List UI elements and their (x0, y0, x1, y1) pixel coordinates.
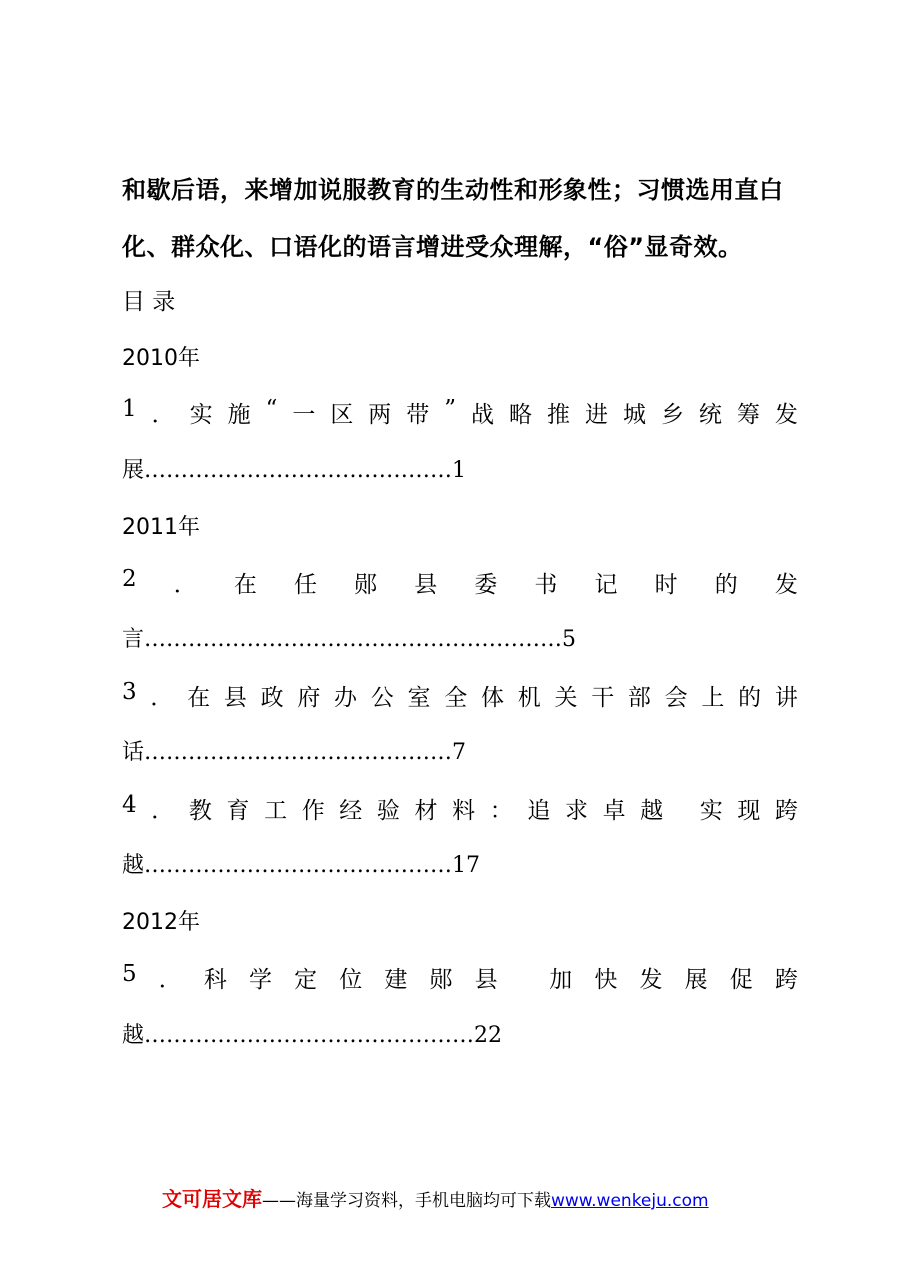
toc-entry-char: 发 (774, 572, 798, 598)
toc-entry-char: 跨 (774, 798, 798, 824)
toc-entry-char: 筹 (736, 402, 760, 428)
footer-slogan: ——海量学习资料，手机电脑均可下载 (262, 1191, 551, 1211)
toc-entry-char: 室 (407, 685, 431, 711)
toc-entry-char: 卓 (602, 798, 626, 824)
toc-entry-char: ． (151, 798, 175, 824)
toc-entry-char: 发 (639, 967, 663, 993)
toc-entry-char: 体 (480, 685, 504, 711)
toc-entry-5-title (122, 961, 798, 994)
toc-entry-char: 机 (517, 685, 541, 711)
toc-entry-char: 区 (330, 402, 354, 428)
toc-entry-char: ” (444, 396, 457, 422)
toc-entry-char: 育 (226, 798, 250, 824)
toc-entry-char: 政 (260, 685, 284, 711)
body-text-line-1: 和歇后语，来增加说服教育的生动性和形象性；习惯选用直白 (122, 176, 784, 204)
toc-entry-char: 定 (294, 967, 318, 993)
toc-entry-char: 郧 (429, 967, 453, 993)
toc-entry-char: 教 (188, 798, 212, 824)
toc-year-2011: 2011年 (122, 515, 200, 540)
toc-entry-char: 郧 (354, 572, 378, 598)
toc-entry-char: 4 (122, 792, 137, 818)
toc-entry-char: 记 (594, 572, 618, 598)
toc-entry-char: 两 (368, 402, 392, 428)
toc-entry-4-title (122, 792, 798, 825)
toc-entry-char: 3 (122, 679, 137, 705)
toc-entry-char: 公 (370, 685, 394, 711)
toc-entry-char: ． (158, 967, 182, 993)
toc-entry-char: 办 (334, 685, 358, 711)
toc-entry-char: 讲 (774, 685, 798, 711)
toc-entry-char: 科 (203, 967, 227, 993)
toc-heading: 目 录 (122, 289, 176, 315)
toc-entry-char: 的 (738, 685, 762, 711)
toc-entry-char: 2 (122, 566, 137, 592)
toc-entry-char: 县 (414, 572, 438, 598)
toc-entry-char: 跨 (774, 967, 798, 993)
toc-entry-char: 的 (714, 572, 738, 598)
toc-entry-1-page: 展……………………………………1 (122, 458, 466, 483)
toc-entry-char: 位 (339, 967, 363, 993)
toc-entry-char: 作 (301, 798, 325, 824)
toc-entry-char: 追 (527, 798, 551, 824)
footer-banner (162, 1183, 862, 1212)
toc-entry-5-page: 越………………………………………22 (122, 1023, 502, 1048)
toc-entry-char: 求 (564, 798, 588, 824)
toc-entry-char: “ (265, 396, 278, 422)
toc-entry-char: 统 (698, 402, 722, 428)
toc-entry-2-title (122, 566, 798, 599)
toc-entry-char: 县 (223, 685, 247, 711)
toc-entry-char: 战 (471, 402, 495, 428)
toc-entry-char: ． (151, 402, 175, 428)
toc-entry-char: 5 (122, 961, 137, 987)
toc-entry-char: 快 (594, 967, 618, 993)
toc-entry-char: 加 (549, 967, 573, 993)
toc-entry-char: 经 (339, 798, 363, 824)
toc-entry-char: ： (489, 798, 513, 824)
toc-entry-3-page: 话……………………………………7 (122, 740, 466, 765)
toc-entry-char: 城 (622, 402, 646, 428)
toc-entry-char: 委 (474, 572, 498, 598)
toc-entry-2-page: 言…………………………………………………5 (122, 627, 576, 652)
toc-entry-3-title (122, 679, 798, 712)
toc-entry-char: 在 (187, 685, 211, 711)
toc-entry-char: 在 (233, 572, 257, 598)
toc-entry-char: 实 (189, 402, 213, 428)
toc-year-2012: 2012年 (122, 910, 200, 935)
toc-entry-char: 促 (729, 967, 753, 993)
body-text-line-2: 化、群众化、口语化的语言增进受众理解，“俗”显奇效。 (122, 233, 743, 261)
toc-entry-char: 上 (701, 685, 725, 711)
toc-entry-char: 书 (534, 572, 558, 598)
footer-url-link[interactable]: www.wenkeju.com (551, 1191, 709, 1211)
toc-entry-char: 全 (444, 685, 468, 711)
toc-entry-char: 展 (684, 967, 708, 993)
toc-entry-char: 时 (654, 572, 678, 598)
toc-entry-char: ． (150, 685, 174, 711)
toc-entry-char: 带 (406, 402, 430, 428)
toc-entry-char: 发 (774, 402, 798, 428)
toc-entry-char: 施 (227, 402, 251, 428)
toc-entry-char: 会 (664, 685, 688, 711)
toc-entry-char (678, 792, 685, 825)
toc-entry-char: 1 (122, 396, 137, 422)
toc-entry-char: 学 (249, 967, 273, 993)
toc-entry-char: 干 (591, 685, 615, 711)
toc-entry-char: 府 (297, 685, 321, 711)
toc-entry-char: 乡 (660, 402, 684, 428)
toc-entry-char (520, 961, 527, 994)
toc-entry-char: 实 (699, 798, 723, 824)
toc-entry-char: 进 (584, 402, 608, 428)
toc-entry-1-title (122, 396, 798, 429)
toc-entry-char: 推 (546, 402, 570, 428)
toc-entry-char: 材 (414, 798, 438, 824)
toc-entry-char: 任 (293, 572, 317, 598)
toc-entry-char: 建 (384, 967, 408, 993)
toc-entry-4-page: 越……………………………………17 (122, 853, 480, 878)
toc-entry-char: ． (173, 572, 197, 598)
toc-entry-char: 一 (292, 402, 316, 428)
toc-entry-char: 料 (452, 798, 476, 824)
toc-entry-char: 现 (737, 798, 761, 824)
toc-entry-char: 略 (509, 402, 532, 428)
toc-entry-char: 县 (474, 967, 498, 993)
toc-entry-char: 验 (376, 798, 400, 824)
toc-entry-char: 越 (640, 798, 664, 824)
toc-entry-char: 关 (554, 685, 578, 711)
toc-year-2010: 2010年 (122, 346, 200, 371)
toc-entry-char: 工 (264, 798, 288, 824)
footer-brand: 文可居文库 (162, 1187, 262, 1211)
toc-entry-char: 部 (627, 685, 651, 711)
